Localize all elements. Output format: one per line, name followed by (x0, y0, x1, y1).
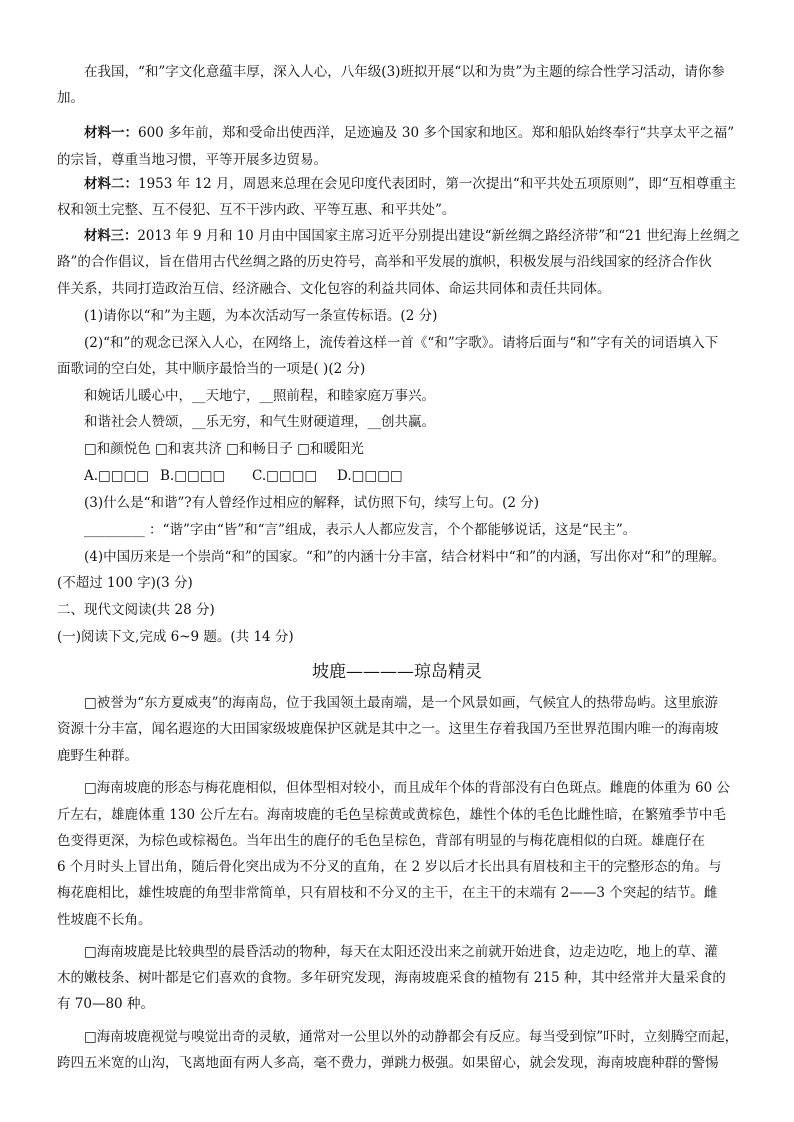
article-p2-line-6: 性坡鹿不长角。 (57, 912, 152, 928)
article-p1-line-3: 鹿野生种群。 (57, 748, 138, 764)
choice-d: D.□□□□ (337, 468, 403, 484)
choice-b: B.□□□□ (160, 468, 226, 484)
question-4-line-1: (4)中国历来是一个崇尚“和”的国家。“和”的内涵十分丰富，结合材料中“和”的内涵，写出你对“和”的理解。 (84, 549, 726, 565)
intro-line-1: 在我国，“和”字文化意蕴丰厚，深入人心，八年级(3)班拟开展“以和为贵”为主题的综合性学习活动，请你参 (84, 64, 725, 80)
intro-line-2: 加。 (57, 90, 84, 106)
article-p4-line-2: 跨四五米宽的山沟，飞离地面有两人多高，毫不费力，弹跳力极强。如果留心，就会发现，海南坡鹿种群的警惕 (57, 1055, 719, 1071)
article-p3-line-2: 木的嫩枝条、树叶都是它们喜欢的食物。多年研究发现，海南坡鹿采食的植物有 215 种，其中经常并大量采食的 (57, 970, 726, 986)
question-2-line-2: 面歌词的空白处，其中顺序最恰当的一项是( )(2 分) (57, 361, 366, 377)
material-1-line-1 (84, 124, 734, 142)
subsection-heading: (一)阅读下文,完成 6~9 题。(共 14 分) (57, 629, 294, 645)
question-2-line-1: (2)“和”的观念已深入人心，在网络上，流传着这样一首《“和”字歌》。请将后面与“和”字有关的词语填入下 (84, 335, 719, 351)
article-p2-line-1: □海南坡鹿的形态与梅花鹿相似，但体型相对较小，而且成年个体的背部没有白色斑点。雌鹿的体重为 60 公 (84, 780, 731, 796)
material-3-line-1 (84, 227, 740, 245)
material-1-label: 材料一： (84, 125, 138, 141)
material-3-line-2: 路”的合作倡议，旨在借用古代丝绸之路的历史符号，高举和平发展的旗帜，积极发展与沿线国家的经济合作伙 (57, 254, 712, 270)
question-3-line-1: (3)什么是“和谐”?有人曾经作过相应的解释，试仿照下句，续写上句。(2 分) (84, 495, 540, 511)
material-3-label: 材料三： (84, 228, 138, 244)
word-options: □和颜悦色 □和衷共济 □和畅日子 □和暖阳光 (84, 441, 364, 457)
section-heading: 二、现代文阅读(共 28 分) (57, 602, 215, 618)
material-2-line-2: 权和领土完整、互不侵犯、互不干涉内政、平等互惠、和平共处”。 (57, 202, 456, 218)
article-p1-line-2: 资源十分丰富，闻名遐迩的大田国家级坡鹿保护区就是其中之一。这里生存着我国乃至世界范围内唯一的海南坡 (57, 721, 719, 737)
material-2-line-1 (84, 175, 736, 193)
article-p2-line-5: 梅花鹿相比，雄性坡鹿的角型非常简单，只有眉枝和不分叉的主干，在主干的末端有 2——3 个突起的结节。雌 (57, 885, 718, 901)
material-2-label: 材料二： (84, 176, 138, 192)
article-p1-line-1: □被誉为“东方夏威夷”的海南岛，位于我国领土最南端，是一个风景如画，气候宜人的热带岛屿。这里旅游 (84, 695, 719, 711)
question-1: (1)请你以“和”为主题，为本次活动写一条宣传标语。(2 分) (84, 308, 438, 324)
article-p4-line-1: □海南坡鹿视觉与嗅觉出奇的灵敏，通常对一公里以外的动静都会有反应。每当受到惊”吓时，立刻腾空而起， (84, 1029, 739, 1045)
article-title: 坡鹿————琼岛精灵 (312, 662, 482, 682)
question-3-line-2: _________ ：“谐”字由“皆”和“言”组成，表示人人都应发言，个个都能够说话，这是“民主”。 (84, 522, 637, 538)
material-1-line-2: 的宗旨，尊重当地习惯，平等开展多边贸易。 (57, 152, 327, 168)
question-4-line-2: (不超过 100 字)(3 分) (57, 575, 193, 591)
material-3-line-3: 伴关系，共同打造政治互信、经济融合、文化包容的利益共同体、命运共同体和责任共同体。 (57, 281, 611, 297)
material-2-text-1: 1953 年 12 月，周恩来总理在会见印度代表团时，第一次提出“和平共处五项原则”，即“互相尊重主 (138, 176, 737, 192)
article-p3-line-1: □海南坡鹿是比较典型的晨昏活动的物种，每天在太阳还没出来之前就开始进食，边走边吃，地上的草、灌 (84, 944, 718, 960)
article-p2-line-3: 色变得更深，为棕色或棕褐色。当年出生的鹿仔的毛色呈棕色，背部有明显的与梅花鹿相似的白斑。雄鹿仔在 (57, 833, 705, 849)
article-p2-line-4: 6 个月时头上冒出角，随后骨化突出成为不分叉的直角，在 2 岁以后才长出具有眉枝和主干的完整形态的角。与 (57, 859, 722, 875)
choice-a: A.□□□□ (84, 468, 150, 484)
article-p2-line-2: 斤左右，雄鹿体重 130 公斤左右。海南坡鹿的毛色呈棕黄或黄棕色，雄性个体的毛色比雌性暗，在繁殖季节中毛 (57, 807, 726, 823)
lyric-line-1: 和婉话儿暖心中，__天地宁，__照前程，和睦家庭万事兴。 (84, 388, 435, 404)
lyric-line-2: 和谐社会人赞颂，__乐无穷，和气生财硬道理，__创共赢。 (84, 414, 435, 430)
material-3-text-1: 2013 年 9 月和 10 月由中国国家主席习近平分别提出建设“新丝绸之路经济带”和“21 世纪海上丝绸之 (137, 228, 740, 244)
choice-c: C.□□□□ (252, 468, 318, 484)
article-p3-line-3: 有 70—80 种。 (57, 996, 154, 1012)
material-1-text-1: 600 多年前，郑和受命出使西洋，足迹遍及 30 多个国家和地区。郑和船队始终奉行“共享太平之福” (138, 125, 735, 141)
